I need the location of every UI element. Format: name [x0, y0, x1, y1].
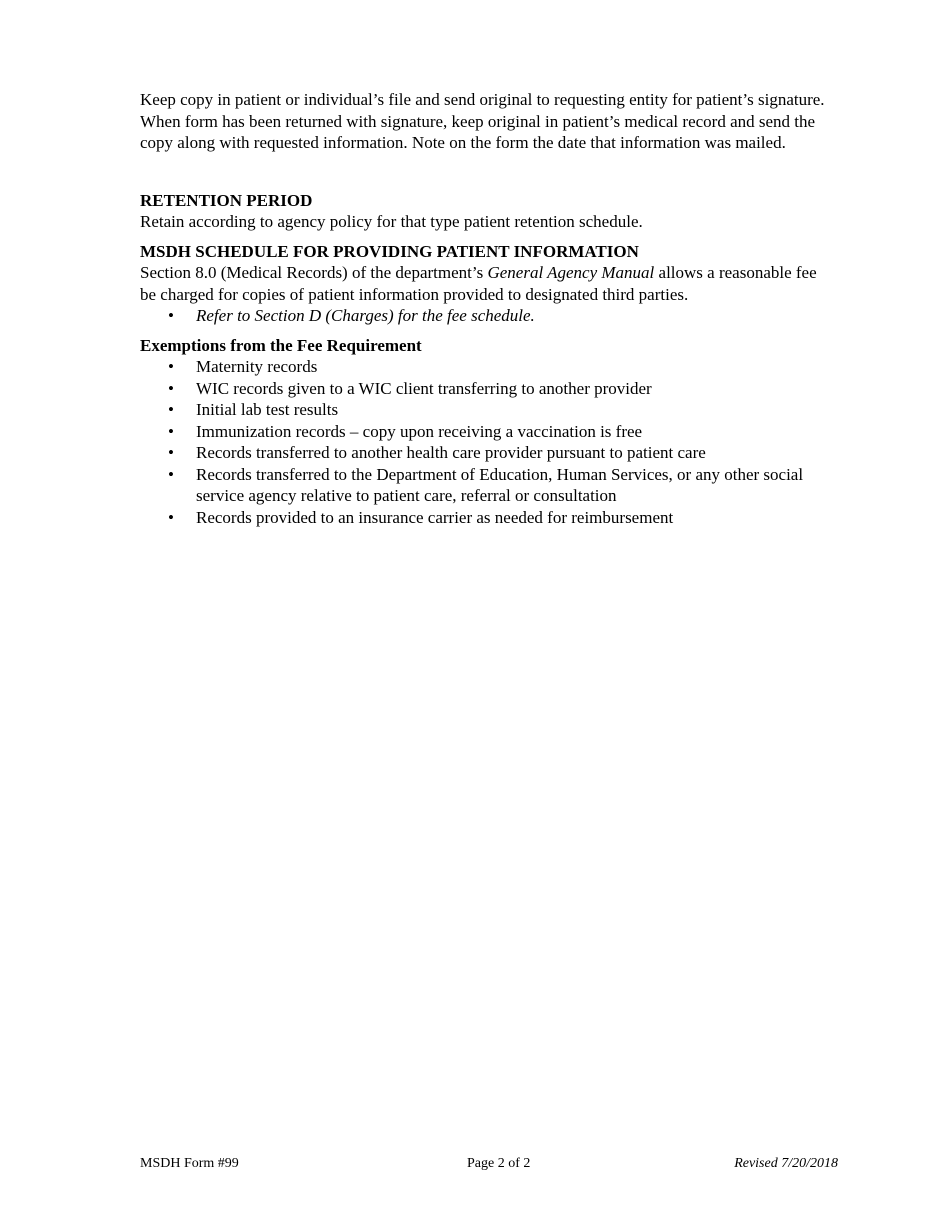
page-number: Page 2 of 2 — [467, 1156, 531, 1171]
list-item — [140, 421, 830, 443]
schedule-text-end: allows a reasonable fee be charged for copies of patient information provided to designated third parties. — [140, 263, 817, 304]
list-item — [140, 442, 830, 464]
schedule-bullet-list — [140, 305, 830, 327]
form-number: MSDH Form #99 — [140, 1156, 239, 1171]
schedule-heading: MSDH SCHEDULE FOR PROVIDING PATIENT INFORMATION — [140, 241, 639, 261]
list-item — [140, 507, 830, 529]
list-item-text: Refer to Section D (Charges) for the fee schedule. — [196, 306, 535, 325]
list-item — [140, 378, 830, 400]
intro-paragraph: Keep copy in patient or individual’s file and send original to requesting entity for patient’s signature. When form has been returned with signature, keep original in patient’s medical record and send the copy along with requested information. Note on the form the date that information was mailed. — [140, 90, 825, 152]
list-item-text: Records transferred to another health care provider pursuant to patient care — [196, 443, 706, 462]
bullet-icon: • — [168, 464, 174, 484]
retention-heading: RETENTION PERIOD — [140, 190, 313, 210]
revision-date: Revised 7/20/2018 — [734, 1156, 838, 1171]
bullet-icon: • — [168, 443, 174, 462]
bullet-icon: • — [168, 306, 174, 325]
list-item — [140, 305, 830, 327]
list-item-text: Immunization records – copy upon receiving a vaccination is free — [196, 421, 643, 441]
schedule-text — [140, 262, 830, 305]
document-body — [140, 89, 830, 536]
schedule-text-start: Section 8.0 (Medical Records) of the department’s — [140, 263, 488, 282]
list-item — [140, 356, 830, 378]
exemptions-section — [140, 335, 830, 529]
bullet-icon: • — [168, 378, 174, 398]
list-item-text: WIC records given to a WIC client transferring to another provider — [196, 378, 652, 398]
bullet-icon: • — [168, 421, 174, 441]
retention-text: Retain according to agency policy for that type patient retention schedule. — [140, 212, 643, 231]
list-item — [140, 399, 830, 421]
list-item-text: Initial lab test results — [196, 400, 339, 419]
bullet-icon: • — [168, 400, 174, 419]
manual-title: General Agency Manual — [487, 263, 655, 282]
list-item-text: Records provided to an insurance carrier as needed for reimbursement — [196, 507, 674, 527]
bullet-icon: • — [168, 507, 174, 527]
retention-section — [140, 190, 830, 233]
list-item-text: Records transferred to the Department of Education, Human Services, or any other social service agency relative to patient care, referral or consultation — [196, 464, 804, 505]
exemptions-heading: Exemptions from the Fee Requirement — [140, 335, 422, 355]
schedule-section — [140, 241, 830, 327]
exemptions-list — [140, 356, 830, 528]
list-item — [140, 464, 830, 507]
list-item-text: Maternity records — [196, 357, 318, 376]
bullet-icon: • — [168, 357, 174, 376]
